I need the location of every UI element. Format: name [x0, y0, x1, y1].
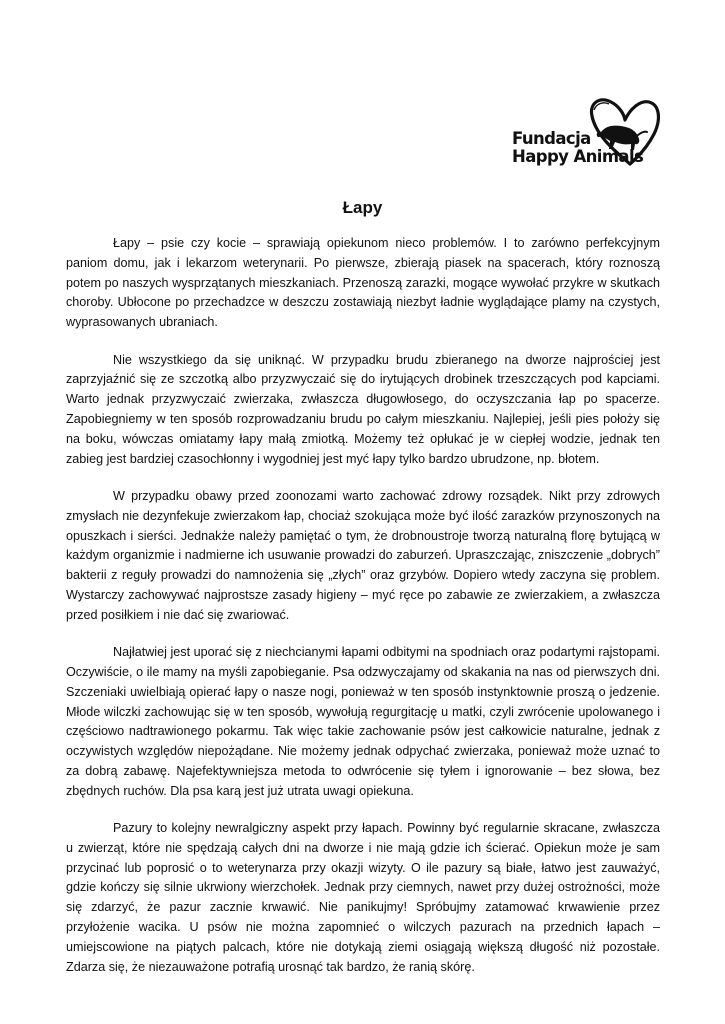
page-title: Łapy — [342, 198, 383, 217]
foundation-logo — [508, 94, 660, 168]
paragraph: W przypadku obawy przed zoonozami warto zachować zdrowy rozsądek. Nikt przy zdrowych zmysłach nie dezynfekuje zwierzakom łap, chociaż szokująca może być ilość zarazków przynoszonych na opuszkach i sierści. Jednakże należy pamiętać o tym, że drobnoustroje tworzą naturalną florę bytującą w każdym organizmie i nadmierne ich usuwanie prowadzi do zaburzeń. Upraszczając, zniszczenie „dobrych” bakterii z reguły prowadzi do namnożenia się „złych” oraz grzybów. Dopiero wtedy zaczyna się problem. Wystarczy zachowywać najprostsze zasady higieny – myć ręce po zabawie ze zwierzakiem, a zwłaszcza przed posiłkiem i nie dać się zwariować. — [66, 488, 660, 622]
logo-text-line1: Fundacja — [512, 129, 591, 148]
paragraph: Łapy – psie czy kocie – sprawiają opiekunom nieco problemów. I to zarówno perfekcyjnym paniom domu, jak i lekarzom weterynarii. Po pierwsze, zbierają piasek na spacerach, który roznoszą potem po naszych wysprzątanych mieszkaniach. Przenoszą zarazki, mogące wywołać przykre w skutkach choroby. Ubłocone po przechadzce w deszczu zostawiają niezbyt ładnie wyglądające plamy na czystych, wyprasowanych ubraniach. — [66, 236, 660, 330]
paragraph: Pazury to kolejny newralgiczny aspekt przy łapach. Powinny być regularnie skracane, zwłaszcza u zwierząt, które nie spędzają całych dni na dworze i nie mają gdzie ich ścierać. Opiekun może je sam przycinać lub poprosić o to weterynarza przy okazji wizyty. O ile pazury są białe, łatwo jest zauważyć, gdzie kończy się silnie ukrwiony wierzchołek. Jednak przy ciemnych, nawet przy dużej ostrożności, może się zdarzyć, że pazur zacznie krwawić. Nie panikujmy! Spróbujmy zatamować krwawienie przez przyłożenie wacika. U psów nie można zapomnieć o wilczych pazurach na przednich łapach – umiejscowione na piątych palcach, które nie dotykają ziemi osiągają większą długość niż pozostałe. Zdarza się, że niezauważone potrafią urosnąć tak bardzo, że ranią skórę. — [66, 821, 660, 974]
logo-text-line2: Happy Animals — [512, 147, 644, 166]
paragraph: Najłatwiej jest uporać się z niechcianymi łapami odbitymi na spodniach oraz podartymi rajstopami. Oczywiście, o ile mamy na myśli zapobieganie. Psa odzwyczajamy od skakania na nas od pierwszych dni. Szczeniaki uwielbiają opierać łapy o nasze nogi, ponieważ w ten sposób instynktownie proszą o jedzenie. Młode wilczki zachowując się w ten sposób, wywołują regurgitację u matki, czyli zwrócenie upolowanego i częściowo nadtrawionego pokarmu. Tak więc takie zachowanie psów jest całkowicie naturalne, jednak z oczywistych względów niepożądane. Nie możemy jednak odpychać zwierzaka, ponieważ może uznać to za dobrą zabawę. Najefektywniejsza metoda to odwrócenie się tyłem i ignorowanie – bez słowa, bez zbędnych ruchów. Dla psa karą jest już utrata uwagi opiekuna. — [66, 645, 660, 798]
article-body — [66, 234, 660, 995]
paragraph: Nie wszystkiego da się uniknąć. W przypadku brudu zbieranego na dworze najprościej jest zaprzyjaźnić się ze szczotką albo przyzwyczaić się do irytujących drobinek trzeszczących pod kapciami. Warto jednak przyzwyczaić zwierzaka, zwłaszcza długowłosego, do oczyszczania łap po spacerze. Zapobiegniemy w ten sposób rozprowadzaniu brudu po całym mieszkaniu. Najlepiej, jeśli pies położy się na boku, wówczas omiatamy łapy małą zmiotką. Możemy też opłukać je w ciepłej wodzie, jednak ten zabieg jest bardziej czasochłonny i wygodniej jest myć łapy tylko bardzo ubrudzone, np. błotem. — [66, 352, 660, 466]
